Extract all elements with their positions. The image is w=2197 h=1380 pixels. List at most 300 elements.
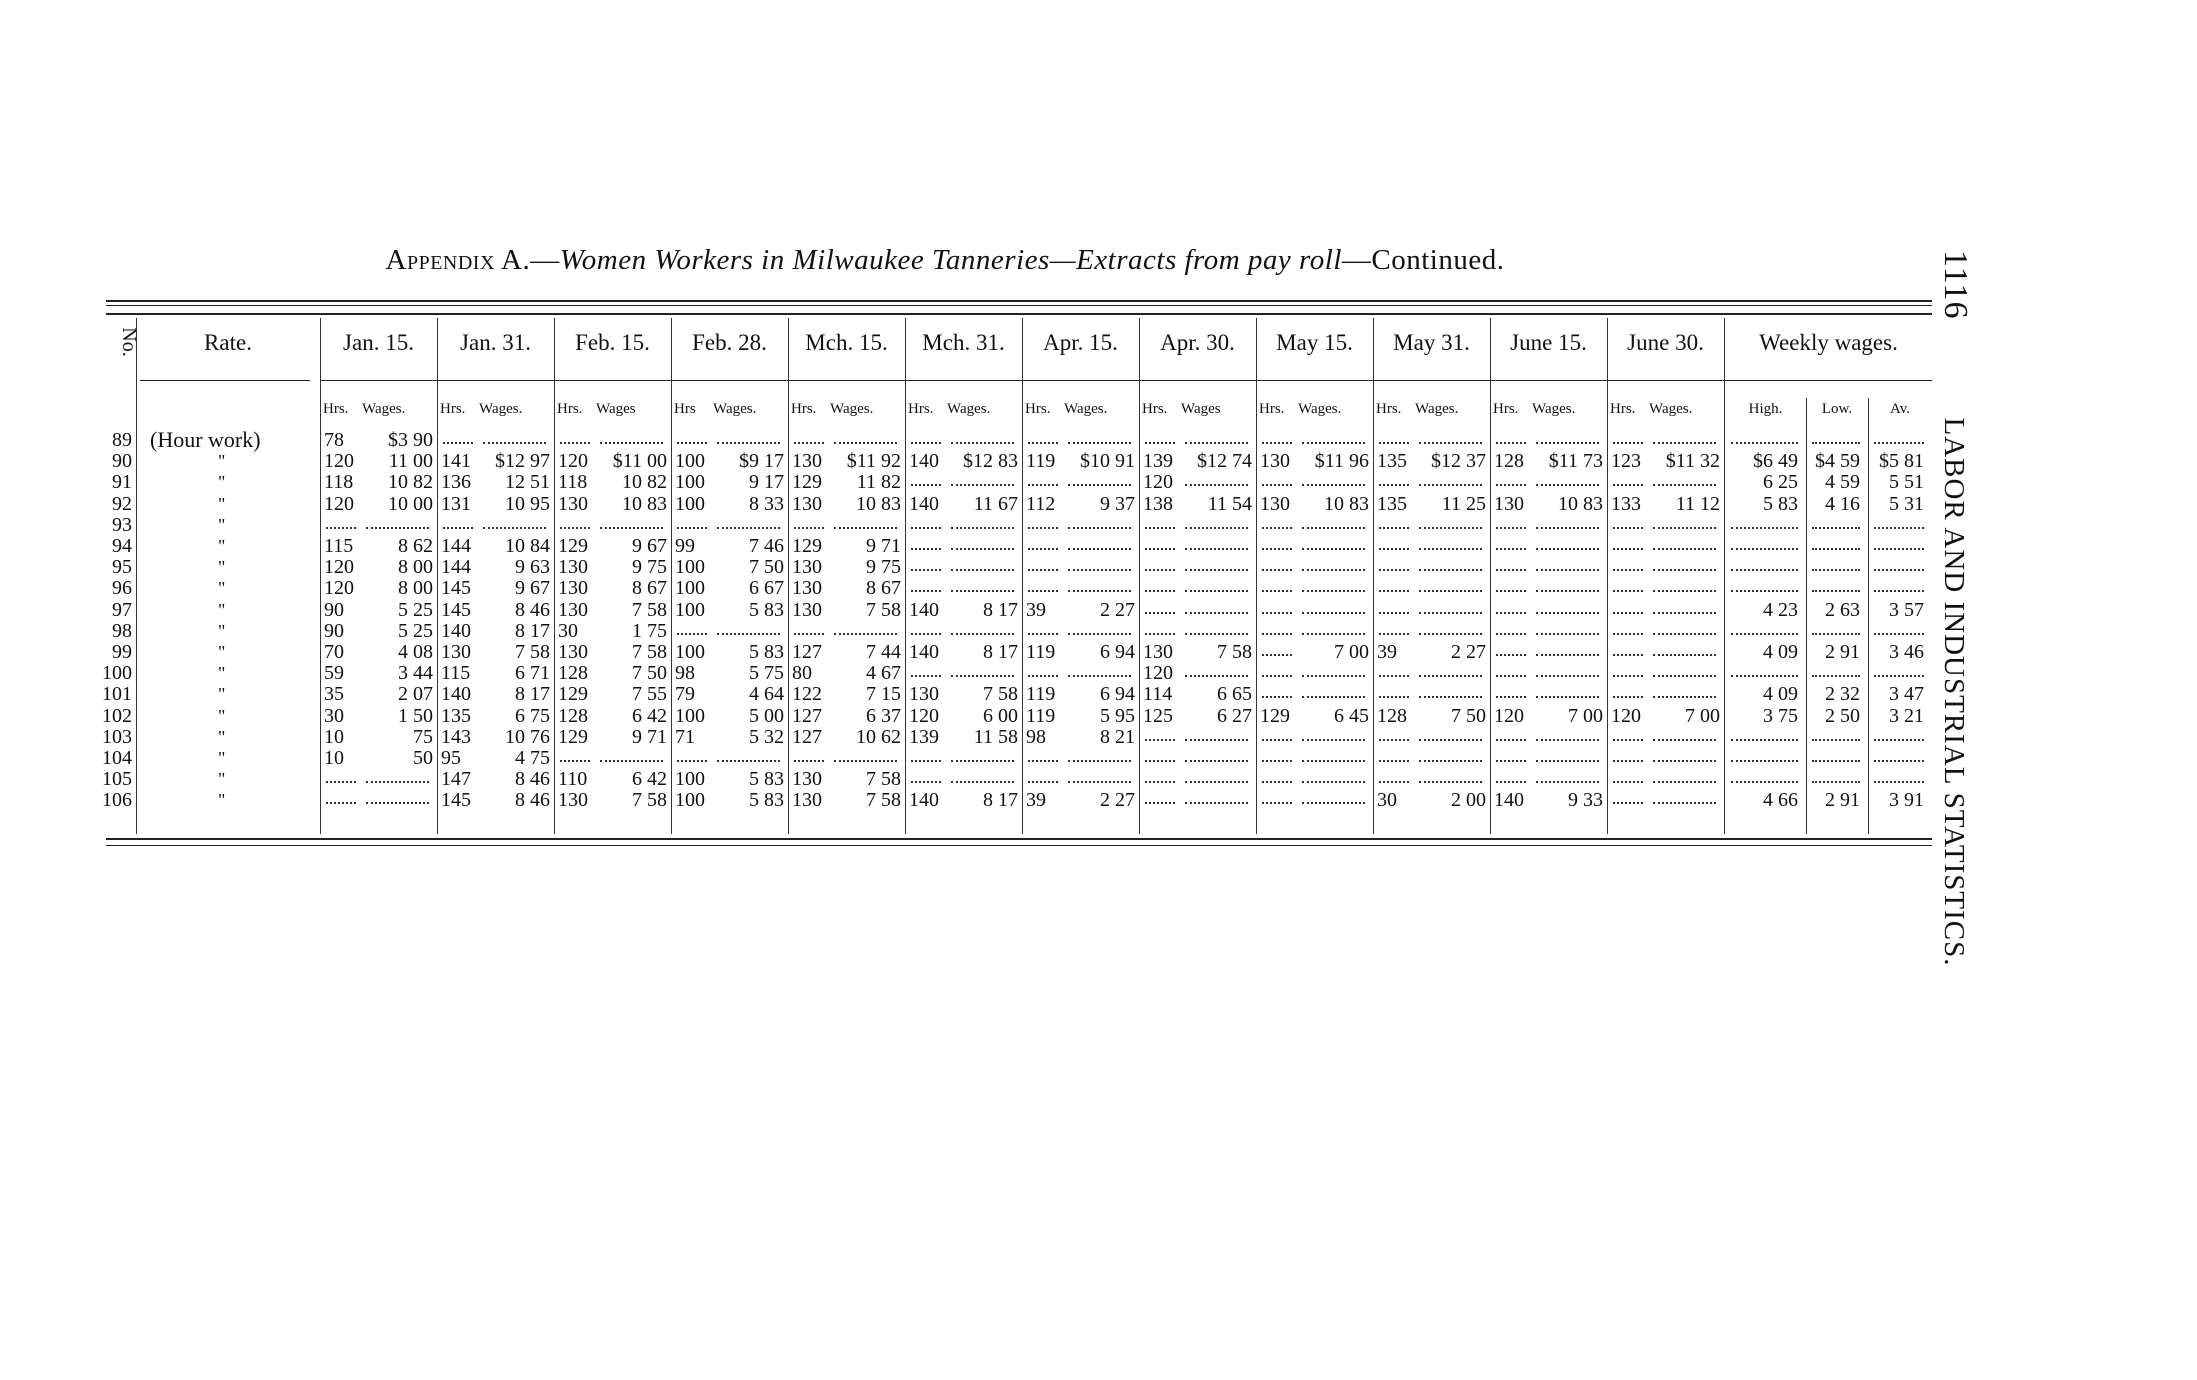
row-number: 96: [112, 577, 132, 599]
hrs-dots: [1262, 675, 1292, 677]
hrs-dots: [1613, 590, 1643, 592]
wages-dots: [1536, 675, 1599, 677]
weekly-dots: [1812, 760, 1860, 762]
hrs-dots: [443, 442, 473, 444]
wages-dots: [834, 760, 897, 762]
weekly-dots: [1874, 633, 1924, 635]
wages-dots: [600, 442, 663, 444]
wages-cell: 8 67: [866, 577, 901, 599]
weekly-cell: 3 21: [1889, 705, 1924, 727]
hrs-cell: 130: [792, 599, 822, 621]
rate-cell: ": [218, 536, 226, 556]
wages-dots: [1302, 527, 1365, 529]
hrs-cell: 130: [792, 450, 822, 472]
hrs-dots: [1496, 696, 1526, 698]
subheader-wages: Wages: [596, 401, 636, 417]
hrs-dots: [1379, 548, 1409, 550]
header-period: Apr. 15.: [1043, 330, 1118, 355]
wages-dots: [1068, 569, 1131, 571]
wages-dots: [1185, 781, 1248, 783]
hrs-cell: 136: [441, 471, 471, 493]
weekly-dots: [1731, 781, 1798, 783]
subheader-wages: Wages.: [362, 401, 406, 417]
wages-cell: 50: [413, 747, 433, 769]
row-number: 94: [112, 535, 132, 557]
wages-cell: $11 00: [612, 450, 667, 472]
hrs-dots: [1496, 569, 1526, 571]
wages-dots: [1536, 696, 1599, 698]
wages-dots: [483, 527, 546, 529]
wages-dots: [951, 760, 1014, 762]
wages-cell: 3 44: [398, 662, 433, 684]
row-number: 89: [112, 429, 132, 451]
hrs-cell: 135: [1377, 450, 1407, 472]
wages-cell: 10 00: [388, 493, 433, 515]
wages-cell: 6 75: [515, 705, 550, 727]
wages-cell: 7 58: [632, 789, 667, 811]
wages-cell: $12 97: [495, 450, 550, 472]
hrs-dots: [1496, 590, 1526, 592]
wages-cell: 75: [413, 726, 433, 748]
hrs-dots: [1262, 654, 1292, 656]
hrs-cell: 145: [441, 789, 471, 811]
hrs-cell: 130: [792, 768, 822, 790]
wages-dots: [1185, 442, 1248, 444]
hrs-dots: [1613, 633, 1643, 635]
subheader-wages: Wages.: [1064, 401, 1108, 417]
wages-dots: [1653, 590, 1716, 592]
wages-dots: [1653, 569, 1716, 571]
hrs-dots: [1613, 654, 1643, 656]
wages-dots: [951, 675, 1014, 677]
hrs-cell: 129: [558, 726, 588, 748]
title-prefix: Appendix A.—: [385, 244, 560, 276]
title-italic: Women Workers in Milwaukee Tanneries—Extracts from pay roll: [559, 244, 1342, 276]
weekly-cell: $4 59: [1815, 450, 1860, 472]
hrs-dots: [794, 633, 824, 635]
hrs-dots: [1613, 612, 1643, 614]
hrs-dots: [1028, 569, 1058, 571]
page-number: 1116: [1937, 250, 1974, 320]
hrs-cell: 120: [324, 493, 354, 515]
hrs-dots: [1613, 548, 1643, 550]
wages-dots: [1068, 548, 1131, 550]
hrs-dots: [1145, 548, 1175, 550]
hrs-dots: [1379, 633, 1409, 635]
wages-cell: $11 96: [1314, 450, 1369, 472]
hrs-cell: 120: [324, 577, 354, 599]
subheader-wages: Wages.: [1415, 401, 1459, 417]
row-number: 106: [102, 789, 132, 811]
weekly-dots: [1812, 590, 1860, 592]
wages-dots: [1419, 590, 1482, 592]
wages-cell: 5 75: [749, 662, 784, 684]
row-number: 93: [112, 514, 132, 536]
wages-dots: [1302, 739, 1365, 741]
hrs-dots: [794, 442, 824, 444]
hrs-cell: 144: [441, 535, 471, 557]
wages-cell: 4 64: [749, 683, 784, 705]
header-period: June 15.: [1510, 330, 1587, 355]
hrs-dots: [1613, 760, 1643, 762]
wages-dots: [1653, 442, 1716, 444]
wages-dots: [1068, 590, 1131, 592]
wages-dots: [1185, 590, 1248, 592]
hrs-dots: [1613, 484, 1643, 486]
wages-dots: [1302, 442, 1365, 444]
hrs-dots: [1496, 484, 1526, 486]
wages-cell: 2 27: [1100, 789, 1135, 811]
hrs-cell: 127: [792, 726, 822, 748]
hrs-cell: 144: [441, 556, 471, 578]
hrs-dots: [911, 442, 941, 444]
wages-dots: [951, 548, 1014, 550]
col-line-10: [1490, 318, 1491, 834]
hrs-dots: [1496, 442, 1526, 444]
wages-dots: [1302, 781, 1365, 783]
hrs-cell: 143: [441, 726, 471, 748]
wages-dots: [1419, 484, 1482, 486]
hrs-dots: [1028, 633, 1058, 635]
hrs-dots: [911, 569, 941, 571]
hrs-cell: 100: [675, 768, 705, 790]
wages-cell: 9 67: [632, 535, 667, 557]
hrs-dots: [1028, 590, 1058, 592]
hrs-dots: [1496, 633, 1526, 635]
wages-dots: [951, 781, 1014, 783]
title-suffix: —Continued.: [1341, 244, 1505, 276]
wages-dots: [1185, 802, 1248, 804]
wages-dots: [951, 527, 1014, 529]
hrs-dots: [1496, 675, 1526, 677]
top-rule-1: [106, 300, 1932, 302]
hrs-dots: [1262, 612, 1292, 614]
hrs-cell: 140: [441, 683, 471, 705]
hrs-cell: 130: [558, 493, 588, 515]
row-number: 99: [112, 641, 132, 663]
subheader-wages: Wages.: [830, 401, 874, 417]
hrs-cell: 78: [324, 429, 344, 451]
hrs-dots: [1262, 739, 1292, 741]
hrs-dots: [1613, 802, 1643, 804]
weekly-cell: 6 25: [1763, 471, 1798, 493]
subheader-wages: Wages.: [947, 401, 991, 417]
hrs-dots: [911, 484, 941, 486]
hrs-cell: 90: [324, 599, 344, 621]
wages-cell: 11 00: [388, 450, 433, 472]
wages-dots: [1536, 633, 1599, 635]
wages-dots: [1302, 675, 1365, 677]
wages-dots: [834, 442, 897, 444]
subheader-hrs: Hrs.: [791, 401, 817, 417]
wages-cell: 7 50: [1451, 705, 1486, 727]
weekly-dots: [1812, 781, 1860, 783]
wages-dots: [1653, 612, 1716, 614]
wages-dots: [1536, 484, 1599, 486]
wages-cell: 7 44: [866, 641, 901, 663]
weekly-dots: [1812, 569, 1860, 571]
wages-cell: 2 27: [1100, 599, 1135, 621]
wages-cell: 9 71: [632, 726, 667, 748]
hrs-dots: [1613, 569, 1643, 571]
wages-cell: 8 67: [632, 577, 667, 599]
hrs-dots: [1379, 781, 1409, 783]
wages-dots: [1419, 675, 1482, 677]
wages-dots: [1302, 569, 1365, 571]
weekly-cell: 2 63: [1825, 599, 1860, 621]
hrs-cell: 100: [675, 471, 705, 493]
hrs-cell: 119: [1026, 683, 1056, 705]
hrs-cell: 110: [558, 768, 588, 790]
header-period: Apr. 30.: [1160, 330, 1235, 355]
hrs-cell: 114: [1143, 683, 1173, 705]
hrs-dots: [1262, 802, 1292, 804]
hrs-cell: 140: [909, 493, 939, 515]
hrs-cell: 140: [909, 789, 939, 811]
subheader-hrs: Hrs.: [1025, 401, 1051, 417]
rate-cell: ": [218, 790, 226, 810]
subheader-wages: Wages.: [1298, 401, 1342, 417]
hrs-cell: 130: [558, 577, 588, 599]
hrs-dots: [677, 633, 707, 635]
weekly-dots: [1731, 675, 1798, 677]
wages-cell: $10 91: [1080, 450, 1135, 472]
weekly-dots: [1874, 569, 1924, 571]
hrs-cell: 127: [792, 705, 822, 727]
hrs-dots: [1145, 760, 1175, 762]
header-period: Feb. 15.: [575, 330, 650, 355]
wages-cell: 2 07: [398, 683, 433, 705]
hrs-cell: 145: [441, 599, 471, 621]
row-number: 97: [112, 599, 132, 621]
hrs-dots: [1028, 548, 1058, 550]
bottom-rule-1: [106, 838, 1932, 840]
header-period: May 15.: [1276, 330, 1353, 355]
wages-cell: 4 75: [515, 747, 550, 769]
weekly-dots: [1731, 527, 1798, 529]
hrs-cell: 79: [675, 683, 695, 705]
wages-dots: [1536, 548, 1599, 550]
wages-dots: [1653, 654, 1716, 656]
hrs-cell: 115: [441, 662, 471, 684]
hrs-cell: 112: [1026, 493, 1056, 515]
hrs-dots: [1496, 760, 1526, 762]
wages-dots: [1419, 442, 1482, 444]
weekly-dots: [1874, 760, 1924, 762]
col-line-12: [1724, 318, 1725, 834]
hrs-cell: 120: [324, 450, 354, 472]
hrs-dots: [560, 527, 590, 529]
row-number: 104: [102, 747, 132, 769]
wages-dots: [366, 527, 429, 529]
wages-cell: 5 00: [749, 705, 784, 727]
wages-cell: 8 17: [983, 599, 1018, 621]
wages-cell: 8 33: [749, 493, 784, 515]
hrs-dots: [1145, 442, 1175, 444]
wages-cell: 7 00: [1685, 705, 1720, 727]
wages-dots: [366, 802, 429, 804]
wages-cell: 10 82: [622, 471, 667, 493]
hrs-cell: 99: [675, 535, 695, 557]
col-line-7: [1139, 318, 1140, 834]
weekly-cell: 2 91: [1825, 789, 1860, 811]
hrs-dots: [1262, 569, 1292, 571]
wages-cell: 11 25: [1441, 493, 1486, 515]
hrs-cell: 122: [792, 683, 822, 705]
subheader-hrs: Hrs.: [908, 401, 934, 417]
hrs-cell: 131: [441, 493, 471, 515]
hrs-dots: [1496, 781, 1526, 783]
hrs-cell: 139: [1143, 450, 1173, 472]
hrs-cell: 135: [441, 705, 471, 727]
hrs-cell: 100: [675, 599, 705, 621]
hrs-dots: [1262, 442, 1292, 444]
wages-cell: 6 37: [866, 705, 901, 727]
subheader-hrs: Hrs.: [1610, 401, 1636, 417]
hrs-dots: [1379, 696, 1409, 698]
wages-dots: [717, 442, 780, 444]
rate-cell: ": [218, 748, 226, 768]
rate-cell: ": [218, 451, 226, 471]
weekly-dots: [1874, 590, 1924, 592]
wages-dots: [1185, 484, 1248, 486]
wages-cell: 10 62: [856, 726, 901, 748]
hrs-dots: [1379, 484, 1409, 486]
hrs-dots: [1379, 739, 1409, 741]
weekly-cell: 5 51: [1889, 471, 1924, 493]
wages-cell: 2 27: [1451, 641, 1486, 663]
hrs-cell: 71: [675, 726, 695, 748]
wages-cell: 9 33: [1568, 789, 1603, 811]
wages-cell: 11 54: [1207, 493, 1252, 515]
hrs-dots: [1028, 442, 1058, 444]
hrs-cell: 119: [1026, 705, 1056, 727]
col-line-9: [1373, 318, 1374, 834]
weekly-cell: $6 49: [1753, 450, 1798, 472]
wages-cell: 5 25: [398, 599, 433, 621]
subheader-hrs: Hrs.: [323, 401, 349, 417]
wages-cell: 5 32: [749, 726, 784, 748]
hrs-dots: [911, 527, 941, 529]
rate-cell: ": [218, 494, 226, 514]
wages-dots: [1653, 484, 1716, 486]
wages-dots: [1419, 612, 1482, 614]
hrs-cell: 130: [441, 641, 471, 663]
subheader-wages: Wages.: [713, 401, 757, 417]
weekly-cell: 4 23: [1763, 599, 1798, 621]
wages-cell: 7 50: [632, 662, 667, 684]
hrs-cell: 135: [1377, 493, 1407, 515]
hrs-dots: [1379, 760, 1409, 762]
hrs-cell: 80: [792, 662, 812, 684]
hrs-cell: 10: [324, 726, 344, 748]
row-number: 98: [112, 620, 132, 642]
hrs-dots: [1028, 675, 1058, 677]
hrs-cell: 128: [1494, 450, 1524, 472]
subheader-high: High.: [1748, 401, 1783, 417]
hrs-dots: [1379, 590, 1409, 592]
hrs-cell: 128: [558, 705, 588, 727]
rate-cell: ": [218, 769, 226, 789]
wages-dots: [1653, 527, 1716, 529]
wages-cell: 7 58: [866, 789, 901, 811]
weekly-cell: 4 59: [1825, 471, 1860, 493]
hrs-dots: [1379, 612, 1409, 614]
wages-cell: $12 74: [1197, 450, 1252, 472]
running-head: [1936, 250, 1974, 967]
wages-cell: $9 17: [739, 450, 784, 472]
wages-cell: 8 17: [983, 789, 1018, 811]
hrs-cell: 120: [1143, 662, 1173, 684]
hrs-dots: [1145, 802, 1175, 804]
row-number: 91: [112, 471, 132, 493]
header-weekly: Weekly wages.: [1759, 330, 1898, 355]
wages-dots: [1536, 612, 1599, 614]
wages-dots: [717, 527, 780, 529]
wages-dots: [1302, 590, 1365, 592]
wages-cell: 7 58: [866, 599, 901, 621]
wages-cell: 11 82: [856, 471, 901, 493]
hrs-dots: [677, 442, 707, 444]
hrs-cell: 30: [558, 620, 578, 642]
hrs-dots: [1262, 590, 1292, 592]
weekly-dots: [1731, 548, 1798, 550]
hrs-cell: 115: [324, 535, 354, 557]
wages-cell: 5 95: [1100, 705, 1135, 727]
hrs-cell: 130: [558, 789, 588, 811]
weekly-dots: [1812, 442, 1860, 444]
hrs-dots: [677, 760, 707, 762]
hrs-cell: 120: [558, 450, 588, 472]
wages-cell: 10 82: [388, 471, 433, 493]
wages-cell: 9 63: [515, 556, 550, 578]
subheader-hrs: Hrs.: [1142, 401, 1168, 417]
wages-dots: [1536, 590, 1599, 592]
row-number: 92: [112, 493, 132, 515]
hrs-cell: 129: [1260, 705, 1290, 727]
weekly-dots: [1812, 633, 1860, 635]
weekly-dots: [1812, 675, 1860, 677]
hrs-cell: 141: [441, 450, 471, 472]
weekly-cell: 5 31: [1889, 493, 1924, 515]
wages-dots: [834, 633, 897, 635]
hrs-cell: 90: [324, 620, 344, 642]
wages-dots: [1185, 739, 1248, 741]
wages-dots: [1653, 696, 1716, 698]
row-number: 101: [102, 683, 132, 705]
weekly-cell: 2 91: [1825, 641, 1860, 663]
wages-cell: 6 71: [515, 662, 550, 684]
hrs-dots: [1613, 442, 1643, 444]
hrs-cell: 129: [558, 683, 588, 705]
weekly-dots: [1874, 442, 1924, 444]
wages-cell: 8 17: [515, 683, 550, 705]
wages-dots: [1419, 760, 1482, 762]
hrs-dots: [911, 781, 941, 783]
rate-cell: ": [218, 684, 226, 704]
hrs-cell: 59: [324, 662, 344, 684]
weekly-cell: 4 16: [1825, 493, 1860, 515]
hrs-cell: 145: [441, 577, 471, 599]
hrs-cell: 140: [909, 641, 939, 663]
wages-dots: [1653, 633, 1716, 635]
wages-dots: [1419, 633, 1482, 635]
subheader-wages: Wages.: [1532, 401, 1576, 417]
wages-dots: [1068, 781, 1131, 783]
hrs-cell: 130: [558, 556, 588, 578]
hrs-cell: 10: [324, 747, 344, 769]
header-period: June 30.: [1627, 330, 1704, 355]
